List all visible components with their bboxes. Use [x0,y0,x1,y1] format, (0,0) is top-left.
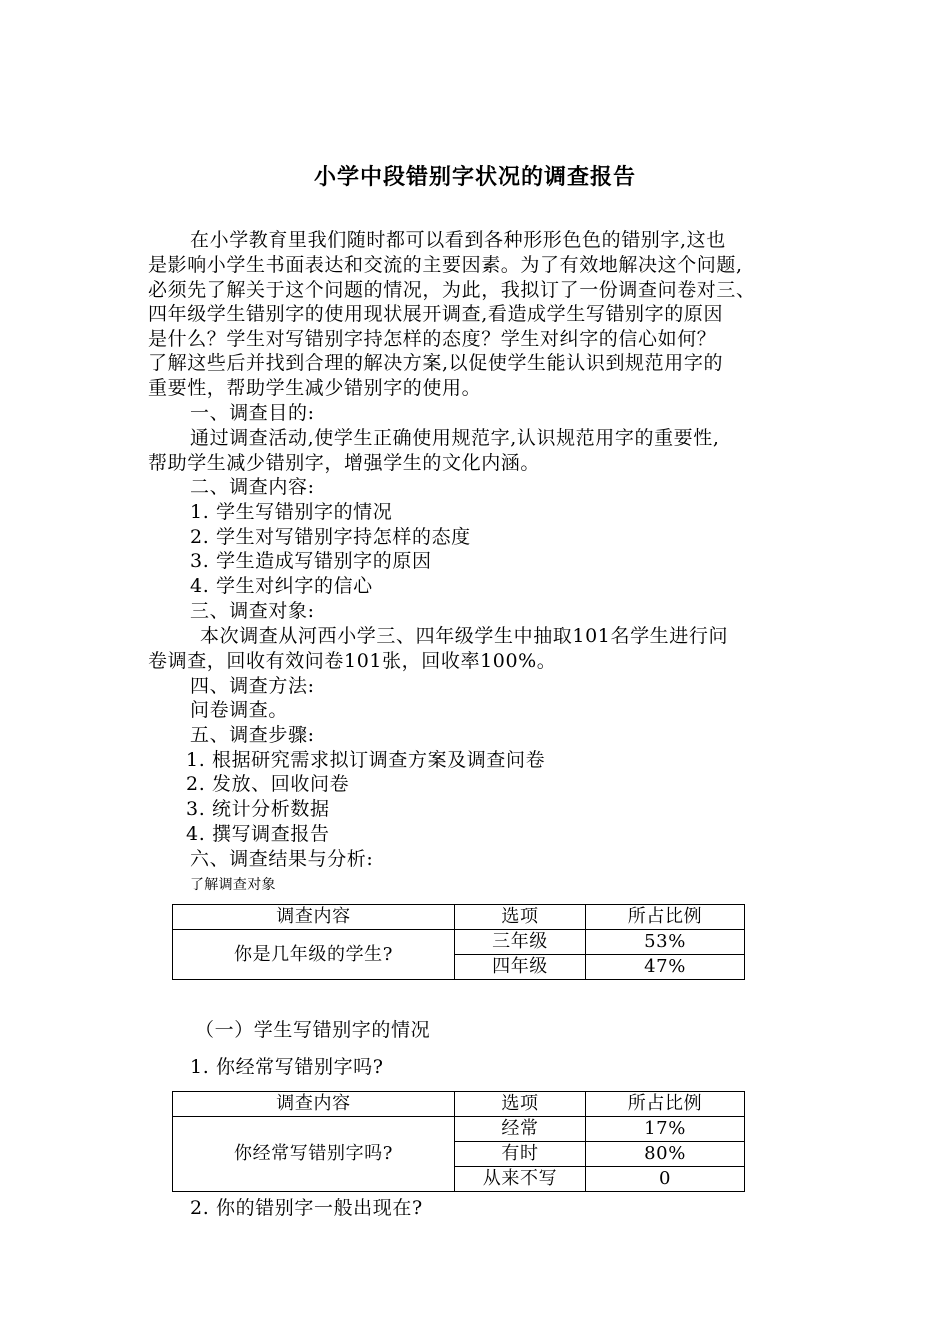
content-item: 1. 学生写错别字的情况 [190,501,393,523]
content-item: 2. 学生对写错别字持怎样的态度 [190,526,471,548]
subjects-line: 本次调查从河西小学三、四年级学生中抽取101名学生进行问 [200,625,729,647]
table-row [173,1117,745,1142]
intro-line: 四年级学生错别字的使用现状展开调查,看造成学生写错别字的原因 [148,303,724,325]
table-header-row [173,905,745,930]
ratio-cell: 53% [586,930,745,955]
table-header-row [173,1092,745,1117]
step-item: 1. 根据研究需求拟订调查方案及调查问卷 [186,749,546,771]
content-item: 3. 学生造成写错别字的原因 [190,550,432,572]
option-cell: 四年级 [455,955,586,980]
content-item: 4. 学生对纠字的信心 [190,575,373,597]
frequency-table [172,1091,745,1192]
ratio-cell: 47% [586,955,745,980]
purpose-line: 通过调查活动,使学生正确使用规范字,认识规范用字的重要性, [190,427,720,449]
section-heading-steps: 五、调查步骤: [190,724,315,746]
grade-table [172,904,745,980]
intro-line: 是影响小学生书面表达和交流的主要因素。为了有效地解决这个问题, [148,254,743,276]
intro-line: 了解这些后并找到合理的解决方案,以促使学生能认识到规范用字的 [148,352,724,374]
header-cell: 选项 [455,905,586,930]
header-cell: 所占比例 [586,905,745,930]
section-heading-content: 二、调查内容: [190,476,315,498]
subjects-line: 卷调查，回收有效问卷101张，回收率100%。 [148,650,557,672]
intro-line: 在小学教育里我们随时都可以看到各种形形色色的错别字,这也 [190,229,726,251]
ratio-cell: 17% [586,1117,745,1142]
step-item: 3. 统计分析数据 [186,798,330,820]
intro-line: 必须先了解关于这个问题的情况，为此，我拟订了一份调查问卷对三、 [148,279,756,301]
section-heading-subjects: 三、调查对象: [190,600,315,622]
ratio-cell: 0 [586,1167,745,1192]
question-cell: 你经常写错别字吗? [173,1117,455,1192]
intro-line: 重要性，帮助学生减少错别字的使用。 [148,377,482,399]
step-item: 2. 发放、回收问卷 [186,773,350,795]
option-cell: 经常 [455,1117,586,1142]
intro-line: 是什么？学生对写错别字持怎样的态度？学生对纠字的信心如何？ [148,328,717,350]
question-line: 2. 你的错别字一般出现在? [190,1197,423,1219]
section-heading-purpose: 一、调查目的: [190,402,315,424]
section-heading-method: 四、调查方法: [190,675,315,697]
results-subnote: 了解调查对象 [190,877,276,893]
table-row [173,930,745,955]
part-heading: （一）学生写错别字的情况 [195,1019,431,1041]
section-heading-results: 六、调查结果与分析: [190,848,374,870]
option-cell: 从来不写 [455,1167,586,1192]
header-cell: 调查内容 [173,905,455,930]
option-cell: 三年级 [455,930,586,955]
method-line: 问卷调查。 [190,699,289,721]
ratio-cell: 80% [586,1142,745,1167]
option-cell: 有时 [455,1142,586,1167]
document-title: 小学中段错别字状况的调查报告 [313,165,636,190]
header-cell: 调查内容 [173,1092,455,1117]
question-line: 1. 你经常写错别字吗? [190,1056,384,1078]
header-cell: 所占比例 [586,1092,745,1117]
header-cell: 选项 [455,1092,586,1117]
purpose-line: 帮助学生减少错别字，增强学生的文化内涵。 [148,452,541,474]
step-item: 4. 撰写调查报告 [186,823,330,845]
question-cell: 你是几年级的学生? [173,930,455,980]
